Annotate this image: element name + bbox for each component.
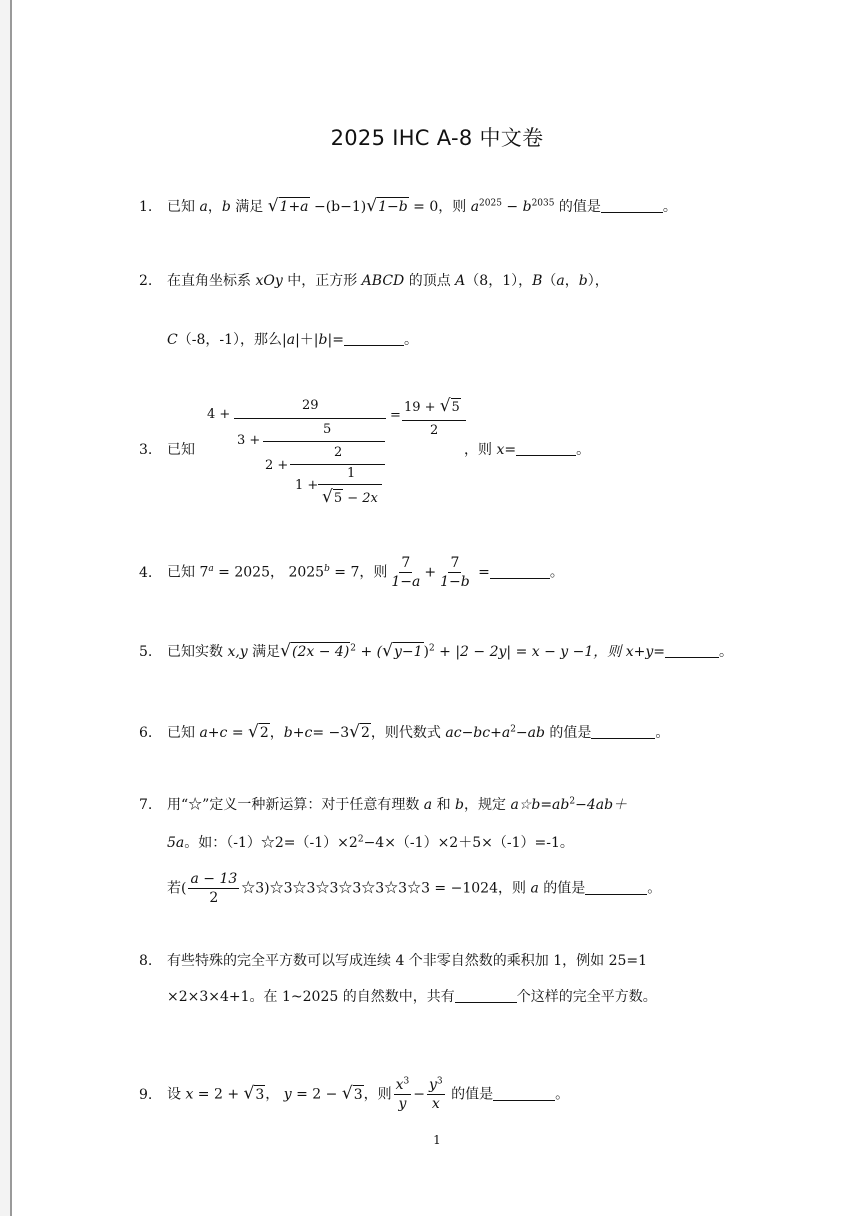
- page-number: 1: [433, 1133, 441, 1147]
- question-3-tail: ，则 x= 。: [464, 442, 591, 458]
- fraction: $\frac{7}{1-a}$: [391, 555, 421, 590]
- fraction-bar: [263, 441, 385, 442]
- fraction-bar: [402, 420, 466, 421]
- question-6: 6. 已知 a+c = √2，b+c= −3√2，则代数式 $ac-bc+a^2-ab$ 的值是 。: [139, 722, 670, 742]
- answer-blank[interactable]: [665, 643, 719, 658]
- document-page: 2025 IHC A-8 中文卷 1. 已知 a，b 满足 √1+a −(b−1)√1−b = 0，则 $a^{2025} - b^{2035}$ 的值是 。 2. 在直角坐标系 xOy 中，正方形 ABCD 的顶点 A（8，1），B（a，b）， C（-8，-1），那么|a|＋|b|= 。 3. 已知 4 + 29 3 + 5 2 + 2 1 + 1 √5 − 2x = 19 + √5 2 ，则 x= 。 4. 已知 $7^a = 2025$， $2025^b = 7$，则 $\frac{7}{1-a}$ + $\frac{7}{1-b}$ = 。 5. 已知实数 x,y 满足$√(2x - 4)^2 + (√y-1)^2 + |2 - 2y| = x - y -1$，则 x+y= 。 6. 已知 a+c = √2，b+c= −3√2，则代数式 $ac-bc+a^2-ab$ 的值是 。 7. 用“☆”定义一种新运算：对于任意有理数 a 和 b，规定 $a☆b=ab^2-4ab+$ 5a。如：$(-1)☆2=(-1)\times 2^2-4\times(-1)\times 2+5\times(-1)=-1$。 若( $\frac{a - 13}{2}$ ☆3)☆3☆3☆3☆3☆3☆3☆3 = −1024，则 a 的值是 。 8. 有些特殊的完全平方数可以写成连续 4 个非零自然数的乘积加 1，例如 25=1 ×2×3×4+1。在 1~2025 的自然数中，共有 个这样的完全平方数。 9. 设 x = 2 + √3， y = 2 − √3，则 $\frac{x^3}{y}$ − $\frac{y^3}{x}$ 的值是 。 1: [10, 0, 860, 1216]
- answer-blank[interactable]: [516, 441, 576, 456]
- question-number: 9.: [139, 1086, 153, 1103]
- fraction-bar: [318, 484, 382, 485]
- answer-blank[interactable]: [493, 1086, 555, 1101]
- answer-blank[interactable]: [591, 724, 655, 739]
- answer-blank[interactable]: [585, 880, 647, 895]
- question-7-line-3: 若( $\frac{a - 13}{2}$ ☆3)☆3☆3☆3☆3☆3☆3☆3 = −1024，则 a 的值是 。: [167, 871, 662, 906]
- page-title: 2025 IHC A-8 中文卷: [330, 126, 544, 150]
- answer-blank[interactable]: [344, 331, 404, 346]
- fraction: $\frac{7}{1-b}$: [440, 555, 470, 590]
- question-2-line-2: C（-8，-1），那么|a|＋|b|= 。: [167, 332, 418, 348]
- fraction-bar: [234, 418, 386, 419]
- answer-blank[interactable]: [455, 988, 517, 1003]
- question-9: 9. 设 x = 2 + √3， y = 2 − √3，则 $\frac{x^3}{y}$ − $\frac{y^3}{x}$ 的值是 。: [139, 1076, 570, 1112]
- question-number: 1.: [139, 199, 153, 215]
- answer-blank[interactable]: [601, 198, 663, 213]
- question-number: 4.: [139, 564, 153, 581]
- question-number: 8.: [139, 953, 153, 969]
- fraction-bar: [290, 464, 385, 465]
- question-2: 2. 在直角坐标系 xOy 中，正方形 ABCD 的顶点 A（8，1），B（a，b），: [139, 273, 609, 289]
- question-number: 6.: [139, 725, 153, 741]
- answer-blank[interactable]: [490, 564, 550, 579]
- question-7: 7. 用“☆”定义一种新运算：对于任意有理数 a 和 b，规定 $a☆b=ab^2-4ab+$: [139, 796, 628, 813]
- question-number: 3. 已知: [139, 442, 195, 458]
- question-4: 4. 已知 $7^a = 2025$， $2025^b = 7$，则 $\frac{7}{1-a}$ + $\frac{7}{1-b}$ = 。: [139, 555, 564, 590]
- question-8-line-2: ×2×3×4+1。在 1~2025 的自然数中，共有 个这样的完全平方数。: [167, 989, 657, 1005]
- question-8: 8. 有些特殊的完全平方数可以写成连续 4 个非零自然数的乘积加 1，例如 25=1: [139, 953, 648, 969]
- fraction: $\frac{x^3}{y}$: [395, 1076, 410, 1112]
- question-number: 7.: [139, 797, 153, 813]
- question-number: 5.: [139, 644, 153, 660]
- question-number: 2.: [139, 273, 153, 289]
- fraction: $\frac{y^3}{x}$: [428, 1076, 443, 1112]
- fraction: $\frac{a - 13}{2}$: [190, 871, 238, 906]
- question-5: 5. 已知实数 x,y 满足$√(2x - 4)^2 + (√y-1)^2 + |2 - 2y| = x - y -1$，则 x+y= 。: [139, 641, 734, 661]
- question-1: 1. 已知 a，b 满足 √1+a −(b−1)√1−b = 0，则 $a^{2025} - b^{2035}$ 的值是 。: [139, 196, 677, 216]
- question-7-line-2: 5a。如：$(-1)☆2=(-1)\times 2^2-4\times(-1)\times 2+5\times(-1)=-1$。: [167, 834, 574, 851]
